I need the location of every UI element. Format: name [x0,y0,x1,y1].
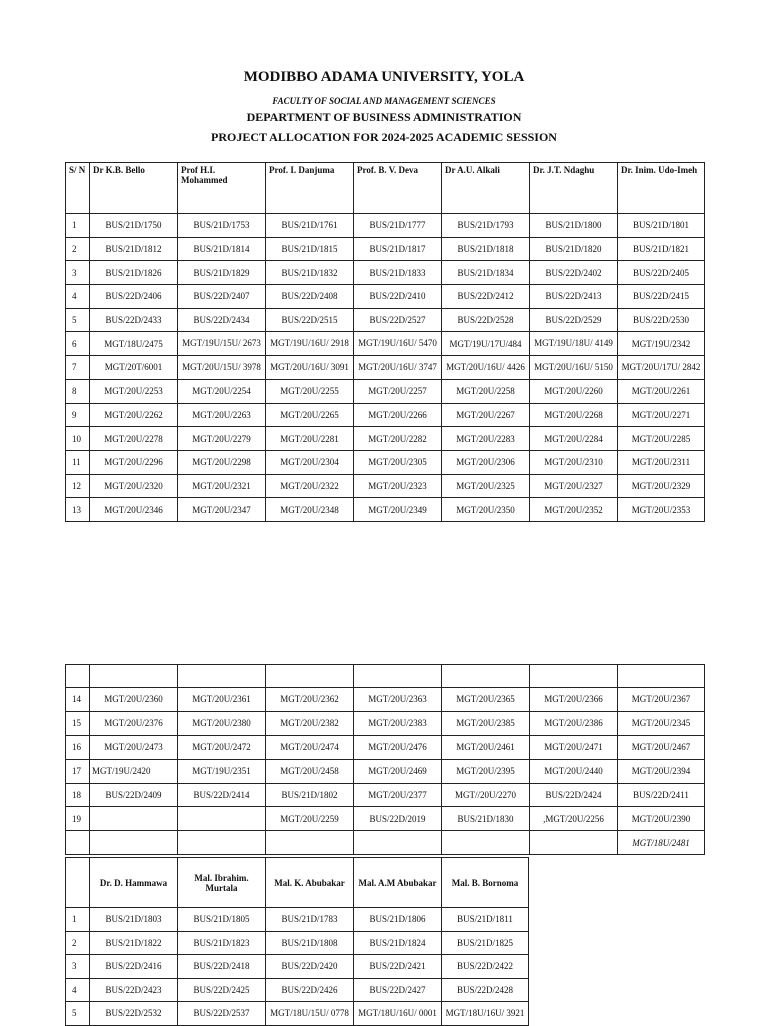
serial-number-cell [66,831,90,855]
student-id-cell: MGT/20U/2347 [178,498,266,522]
student-id-cell: MGT/20U/2266 [354,403,442,427]
student-id-cell: MGT/18U/15U/ 0778 [266,1002,354,1026]
student-id-cell: BUS/22D/2426 [266,978,354,1002]
serial-number-cell: 5 [66,308,90,332]
student-id-cell: BUS/21D/1761 [266,214,354,238]
supervisor-header: Mal. B. Bornoma [442,858,529,908]
student-id-cell: MGT/20U/2476 [354,735,442,759]
student-id-cell: MGT/20U/2265 [266,403,354,427]
student-id-cell: BUS/21D/1826 [90,261,178,285]
student-id-cell: BUS/22D/2415 [618,285,705,309]
table-row [66,711,705,735]
student-id-cell: MGT/20U/2258 [442,379,530,403]
student-id-cell: MGT/20U/2380 [178,711,266,735]
student-id-cell: BUS/21D/1783 [266,908,354,932]
student-id-cell: MGT/20U/2461 [442,735,530,759]
student-id-cell: BUS/22D/2424 [530,783,618,807]
table-row [66,403,705,427]
table-row [66,807,705,831]
student-id-cell: MGT/20U/2325 [442,474,530,498]
student-id-cell [354,831,442,855]
student-id-cell: MGT/20U/2376 [90,711,178,735]
supervisor-header: Dr. Inim. Udo-Imeh [618,163,705,214]
student-id-cell: MGT/20U/2255 [266,379,354,403]
student-id-cell: MGT/20U/2360 [90,688,178,712]
student-id-cell: MGT/20U/2349 [354,498,442,522]
student-id-cell: MGT/20U/2474 [266,735,354,759]
table-row [66,261,705,285]
student-id-cell: MGT/20U/2361 [178,688,266,712]
student-id-cell: MGT/20U/2327 [530,474,618,498]
student-id-cell: MGT/20U/2329 [618,474,705,498]
supervisor-header: Prof H.I. Mohammed [178,163,266,214]
student-id-cell: MGT/20U/2306 [442,450,530,474]
serial-number-cell: 18 [66,783,90,807]
student-id-cell: MGT/20U/2259 [266,807,354,831]
table-row [66,356,705,380]
student-id-cell: MGT/20U/2385 [442,711,530,735]
student-id-cell: MGT/20U/2281 [266,427,354,451]
student-id-cell: MGT/20U/2345 [618,711,705,735]
table-row [66,783,705,807]
student-id-cell: BUS/21D/1793 [442,214,530,238]
table-row [66,214,705,238]
table-row [66,735,705,759]
student-id-cell [530,831,618,855]
student-id-cell: MGT/20U/2350 [442,498,530,522]
student-id-cell: BUS/22D/2537 [178,1002,266,1026]
student-id-cell: BUS/21D/1832 [266,261,354,285]
supervisor-header: Dr. J.T. Ndaghu [530,163,618,214]
student-id-cell [442,831,530,855]
faculty-title: FACULTY OF SOCIAL AND MANAGEMENT SCIENCES [272,96,496,106]
allocation-table-1 [65,162,705,522]
student-id-cell: BUS/21D/1811 [442,908,529,932]
serial-number-cell: 8 [66,379,90,403]
student-id-cell: MGT/20T/6001 [90,356,178,380]
student-id-cell: BUS/22D/2413 [530,285,618,309]
allocation-title: PROJECT ALLOCATION FOR 2024-2025 ACADEMIC SESSION [211,130,557,144]
serial-number-cell: 1 [66,214,90,238]
table-row [66,308,705,332]
table-row [66,978,529,1002]
student-id-cell: MGT/20U/2348 [266,498,354,522]
serial-number-cell: 19 [66,807,90,831]
student-id-cell: ,MGT/20U/2256 [530,807,618,831]
student-id-cell: MGT/20U/2458 [266,759,354,783]
table-row [66,427,705,451]
student-id-cell: BUS/22D/2515 [266,308,354,332]
student-id-cell: MGT/20U/2257 [354,379,442,403]
student-id-cell: MGT/20U/2395 [442,759,530,783]
student-id-cell: BUS/21D/1806 [354,908,442,932]
student-id-cell: BUS/21D/1830 [442,807,530,831]
student-id-cell: MGT/20U/2390 [618,807,705,831]
student-id-cell: MGT/20U/2365 [442,688,530,712]
student-id-cell: BUS/21D/1821 [618,237,705,261]
student-id-cell: BUS/21D/1822 [90,931,178,955]
serial-number-cell: 4 [66,285,90,309]
student-id-cell: MGT/20U/15U/ 3978 [178,356,266,380]
student-id-cell: BUS/22D/2532 [90,1002,178,1026]
student-id-cell: BUS/22D/2407 [178,285,266,309]
student-id-cell: MGT/20U/2366 [530,688,618,712]
student-id-cell: BUS/21D/1833 [354,261,442,285]
student-id-cell: MGT/19U/2342 [618,332,705,356]
student-id-cell: MGT/20U/2382 [266,711,354,735]
supervisor-header: Dr A.U. Alkali [442,163,530,214]
student-id-cell: MGT/20U/16U/ 4426 [442,356,530,380]
student-id-cell: MGT/20U/16U/ 5150 [530,356,618,380]
student-id-cell: MGT//20U/2270 [442,783,530,807]
student-id-cell: BUS/21D/1818 [442,237,530,261]
student-id-cell: MGT/20U/2352 [530,498,618,522]
student-id-cell: MGT/20U/2298 [178,450,266,474]
header-row [66,858,529,908]
student-id-cell: BUS/22D/2412 [442,285,530,309]
student-id-cell: BUS/22D/2416 [90,955,178,979]
student-id-cell: BUS/22D/2529 [530,308,618,332]
student-id-cell: MGT/20U/2278 [90,427,178,451]
student-id-cell: MGT/20U/2304 [266,450,354,474]
table-row [66,332,705,356]
serial-number-cell: 16 [66,735,90,759]
student-id-cell: BUS/21D/1815 [266,237,354,261]
student-id-cell: MGT/20U/2311 [618,450,705,474]
department-title: DEPARTMENT OF BUSINESS ADMINISTRATION [246,110,522,124]
student-id-cell: MGT/20U/2279 [178,427,266,451]
student-id-cell: MGT/20U/2386 [530,711,618,735]
student-id-cell: BUS/22D/2411 [618,783,705,807]
student-id-cell: MGT/20U/2254 [178,379,266,403]
student-id-cell: MGT/20U/2282 [354,427,442,451]
serial-number-cell: 3 [66,261,90,285]
student-id-cell: MGT/20U/2472 [178,735,266,759]
student-id-cell: MGT/20U/2260 [530,379,618,403]
student-id-cell [178,831,266,855]
serial-number-cell: 3 [66,955,90,979]
table-row [66,955,529,979]
student-id-cell: BUS/21D/1823 [178,931,266,955]
serial-number-cell: 15 [66,711,90,735]
student-id-cell: BUS/21D/1800 [530,214,618,238]
table-row [66,450,705,474]
serial-number-cell: 13 [66,498,90,522]
blank-row [66,665,705,688]
student-id-cell: BUS/21D/1808 [266,931,354,955]
student-id-cell: MGT/20U/2363 [354,688,442,712]
student-id-cell: MGT/20U/2353 [618,498,705,522]
student-id-cell: BUS/22D/2528 [442,308,530,332]
table-row [66,285,705,309]
student-id-cell: BUS/21D/1802 [266,783,354,807]
student-id-cell: BUS/22D/2410 [354,285,442,309]
table-row [66,498,705,522]
student-id-cell: MGT/18U/16U/ 3921 [442,1002,529,1026]
student-id-cell: BUS/21D/1820 [530,237,618,261]
student-id-cell: MGT/20U/2310 [530,450,618,474]
student-id-cell: MGT/20U/2261 [618,379,705,403]
student-id-cell: BUS/21D/1817 [354,237,442,261]
table-row [66,379,705,403]
table-row [66,474,705,498]
student-id-cell: BUS/22D/2408 [266,285,354,309]
student-id-cell: BUS/22D/2414 [178,783,266,807]
student-id-cell: MGT/19U/17U/484 [442,332,530,356]
header-row [66,163,705,214]
student-id-cell: MGT/20U/17U/ 2842 [618,356,705,380]
serial-number-cell: 14 [66,688,90,712]
student-id-cell: MGT/20U/2467 [618,735,705,759]
student-id-cell: MGT/20U/2377 [354,783,442,807]
student-id-cell: BUS/22D/2530 [618,308,705,332]
student-id-cell: BUS/21D/1824 [354,931,442,955]
table-row [66,688,705,712]
student-id-cell: BUS/22D/2019 [354,807,442,831]
student-id-cell: MGT/20U/2285 [618,427,705,451]
student-id-cell: MGT/19U/16U/ 5470 [354,332,442,356]
student-id-cell: MGT/20U/2283 [442,427,530,451]
student-id-cell: MGT/20U/2320 [90,474,178,498]
student-id-cell: BUS/21D/1825 [442,931,529,955]
serial-number-cell: 17 [66,759,90,783]
serial-number-cell: 12 [66,474,90,498]
serial-number-cell: 2 [66,237,90,261]
student-id-cell: BUS/22D/2405 [618,261,705,285]
student-id-cell: MGT/20U/2305 [354,450,442,474]
student-id-cell: BUS/21D/1812 [90,237,178,261]
supervisor-header: Mal. A.M Abubakar [354,858,442,908]
student-id-cell [90,807,178,831]
student-id-cell: MGT/20U/2262 [90,403,178,427]
student-id-cell [178,807,266,831]
student-id-cell: BUS/21D/1829 [178,261,266,285]
student-id-cell: MGT/20U/2284 [530,427,618,451]
student-id-cell: MGT/20U/2394 [618,759,705,783]
student-id-cell: BUS/22D/2420 [266,955,354,979]
serial-number-cell: 6 [66,332,90,356]
allocation-table-3 [65,857,529,1026]
supervisor-header: Mal. Ibrahim. Murtala [178,858,266,908]
student-id-cell: MGT/20U/2367 [618,688,705,712]
student-id-cell: BUS/22D/2418 [178,955,266,979]
student-id-cell: BUS/22D/2433 [90,308,178,332]
student-id-cell: MGT/18U/2475 [90,332,178,356]
table-row [66,908,529,932]
student-id-cell: MGT/20U/2267 [442,403,530,427]
student-id-cell: MGT/20U/2268 [530,403,618,427]
student-id-cell: MGT/20U/2323 [354,474,442,498]
serial-number-cell: 11 [66,450,90,474]
student-id-cell: MGT/19U/16U/ 2918 [266,332,354,356]
serial-number-cell: 4 [66,978,90,1002]
student-id-cell: BUS/21D/1805 [178,908,266,932]
table-row [66,931,529,955]
student-id-cell: MGT/20U/16U/ 3091 [266,356,354,380]
supervisor-header: Prof. I. Danjuma [266,163,354,214]
supervisor-header: Dr K.B. Bello [90,163,178,214]
serial-number-cell: 10 [66,427,90,451]
student-id-cell: MGT/20U/2469 [354,759,442,783]
student-id-cell: BUS/22D/2527 [354,308,442,332]
student-id-cell: MGT/20U/16U/ 3747 [354,356,442,380]
student-id-cell: MGT/20U/2471 [530,735,618,759]
student-id-cell: BUS/22D/2428 [442,978,529,1002]
student-id-cell: MGT/20U/2263 [178,403,266,427]
student-id-cell: BUS/22D/2427 [354,978,442,1002]
serial-number-cell: 2 [66,931,90,955]
student-id-cell: BUS/21D/1753 [178,214,266,238]
student-id-cell: MGT/20U/2271 [618,403,705,427]
student-id-cell: BUS/22D/2402 [530,261,618,285]
student-id-cell: BUS/21D/1814 [178,237,266,261]
student-id-cell: BUS/22D/2434 [178,308,266,332]
serial-number-cell: 5 [66,1002,90,1026]
student-id-cell: MGT/20U/2321 [178,474,266,498]
student-id-cell: MGT/19U/2420 [90,759,178,783]
allocation-table-2 [65,664,705,855]
student-id-cell: BUS/22D/2421 [354,955,442,979]
student-id-cell: BUS/21D/1777 [354,214,442,238]
student-id-cell: MGT/20U/2296 [90,450,178,474]
student-id-cell: MGT/20U/2440 [530,759,618,783]
student-id-cell: BUS/22D/2406 [90,285,178,309]
student-id-cell: MGT/20U/2346 [90,498,178,522]
supervisor-header: Dr. D. Hammawa [90,858,178,908]
student-id-cell: BUS/21D/1801 [618,214,705,238]
student-id-cell: MGT/19U/15U/ 2673 [178,332,266,356]
student-id-cell: BUS/21D/1834 [442,261,530,285]
table-row [66,237,705,261]
serial-number-cell: 1 [66,908,90,932]
student-id-cell: MGT/20U/2253 [90,379,178,403]
university-title: MODIBBO ADAMA UNIVERSITY, YOLA [243,69,525,85]
sn-header: S/ N [66,163,90,214]
student-id-cell: MGT/20U/2362 [266,688,354,712]
supervisor-header: Prof. B. V. Deva [354,163,442,214]
table-row [66,1002,529,1026]
student-id-cell: MGT/19U/18U/ 4149 [530,332,618,356]
student-id-cell [90,831,178,855]
supervisor-header: Mal. K. Abubakar [266,858,354,908]
student-id-cell: MGT/20U/2383 [354,711,442,735]
student-id-cell: MGT/18U/2481 [618,831,705,855]
student-id-cell: BUS/22D/2425 [178,978,266,1002]
student-id-cell: BUS/21D/1750 [90,214,178,238]
table-row [66,831,705,855]
student-id-cell: BUS/21D/1803 [90,908,178,932]
serial-number-cell: 9 [66,403,90,427]
student-id-cell: BUS/22D/2422 [442,955,529,979]
student-id-cell: MGT/19U/2351 [178,759,266,783]
student-id-cell: BUS/22D/2409 [90,783,178,807]
student-id-cell: BUS/22D/2423 [90,978,178,1002]
serial-number-cell: 7 [66,356,90,380]
student-id-cell: MGT/20U/2473 [90,735,178,759]
student-id-cell: MGT/20U/2322 [266,474,354,498]
student-id-cell [266,831,354,855]
student-id-cell: MGT/18U/16U/ 0001 [354,1002,442,1026]
table-row [66,759,705,783]
